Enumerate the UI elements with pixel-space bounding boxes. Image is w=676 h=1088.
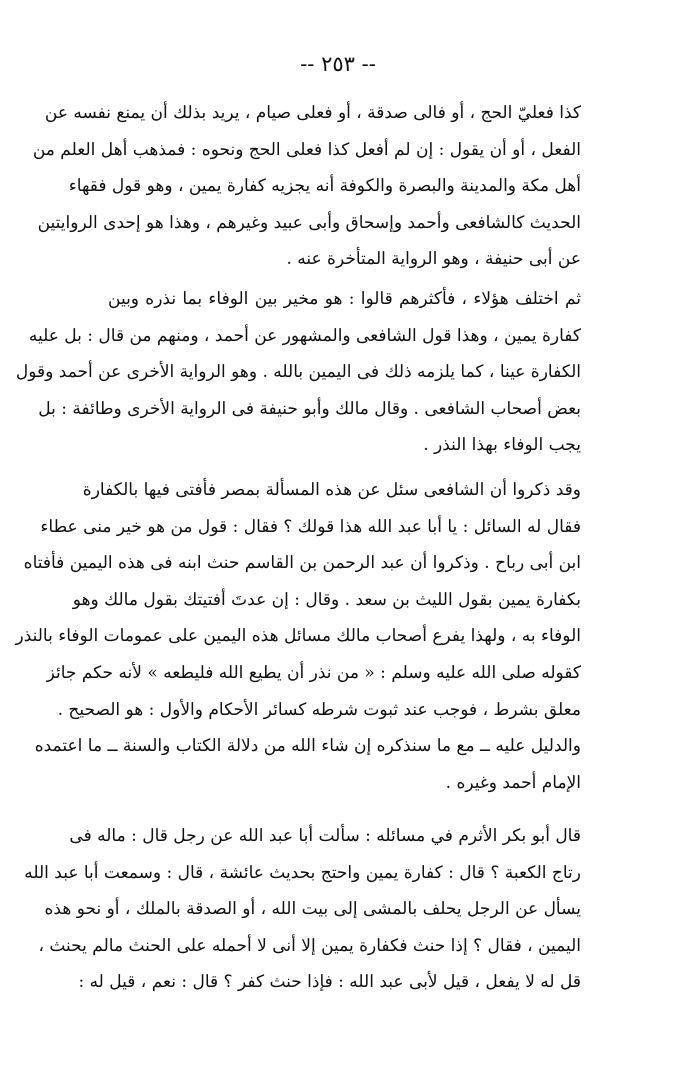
text-line: ابن أبى رباح . وذكروا أن عبد الرحمن بن القاسم حنث ابنه فى هذه اليمين فأفتاه: [23, 553, 581, 574]
text-line: ثم اختلف هؤلاء ، فأكثرهم قالوا : هو مخير بين الوفاء بما نذره وبين: [108, 289, 581, 309]
text-line: والدليل عليه ــ مع ما سنذكره إن شاء الله من دلالة الكتاب والسنة ــ ما اعتمده: [34, 736, 581, 757]
text-line: بكفارة يمين بقول الليث بن سعد . وقال : إن عدتَ أفتيتك بقول مالك وهو: [72, 589, 581, 610]
text-line: يسأل عن الرجل يحلف بالمشى إلى بيت الله ، أو الصدقة بالملك ، أو نحو هذه: [44, 899, 581, 920]
text-line: الحديث كالشافعى وأحمد وإسحاق وأبى عبيد وغيرهم ، وهذا هو إحدى الروايتين: [37, 212, 581, 233]
text-line: قل له لا يفعل ، قيل لأبى عبد الله : فإذا حنث كفر ؟ قال : نعم ، قيل له :: [78, 972, 581, 993]
page-number: -- ٢٥٣ --: [300, 52, 376, 76]
text-line: عن أبى حنيفة ، وهو الرواية المتأخرة عنه .: [286, 249, 581, 270]
paragraph-3: [15, 472, 581, 801]
text-line: أهل مكة والمدينة والبصرة والكوفة أنه يجزيه كفارة يمين ، وهو قول فقهاء: [68, 176, 581, 197]
text-line: كقوله صلى الله عليه وسلم : « من نذر أن يطيع الله فليطعه » لأنه حكم جائز: [46, 662, 581, 683]
text-line: اليمين ، فقال ؟ إذا حنث فكفارة يمين إلا أنى لا أحمله على الحنث مالم يحنث ،: [38, 935, 581, 956]
paragraph-2: [15, 281, 581, 464]
text-line: بعض أصحاب الشافعى . وقال مالك وأبو حنيفة فى الرواية الأخرى وطائفة : بل: [38, 398, 581, 419]
text-line: الفعل ، أو أن يقول : إن لم أفعل كذا فعلى الحج ونحوه : فمذهب أهل العلم من: [32, 139, 581, 160]
text-line: الإمام أحمد وغيره .: [445, 772, 581, 793]
text-line: وقد ذكروا أن الشافعى سئل عن هذه المسألة بمصر فأفتى فيها بالكفارة: [82, 480, 581, 500]
text-line: الكفارة عينا ، كما يلزمه ذلك فى اليمين بالله . وهو الرواية الأخرى عن أحمد وقول: [15, 362, 581, 383]
text-line: رتاج الكعبة ؟ قال : كفارة يمين واحتج بحديث عائشة ، قال : وسمعت أبا عبد الله: [24, 862, 581, 883]
text-line: كفارة يمين ، وهذا قول الشافعى والمشهور عن أحمد ، ومنهم من قال : بل عليه: [28, 325, 581, 346]
text-line: الوفاء به ، ولهذا يفرع أصحاب مالك مسائل هذه اليمين على عمومات الوفاء بالنذر: [15, 626, 581, 647]
paragraph-4: [24, 818, 581, 1001]
paragraph-1: [32, 95, 581, 278]
text-line: يجب الوفاء بهذا النذر .: [423, 435, 581, 456]
text-line: فقال له السائل : يا أبا عبد الله هذا قولك ؟ فقال : قول من هو خير منى عطاء: [40, 516, 581, 537]
text-line: معلق بشرط ، فوجب عند ثبوت شرطه كسائر الأحكام والأول : هو الصحيح .: [57, 699, 581, 720]
text-line: قال أبو بكر الأثرم في مسائله : سألت أبا عبد الله عن رجل قال : ماله فى: [69, 826, 581, 846]
text-line: كذا فعليّ الحج ، أو فالى صدقة ، أو فعلى صيام ، يريد بذلك أن يمنع نفسه عن: [44, 103, 581, 123]
